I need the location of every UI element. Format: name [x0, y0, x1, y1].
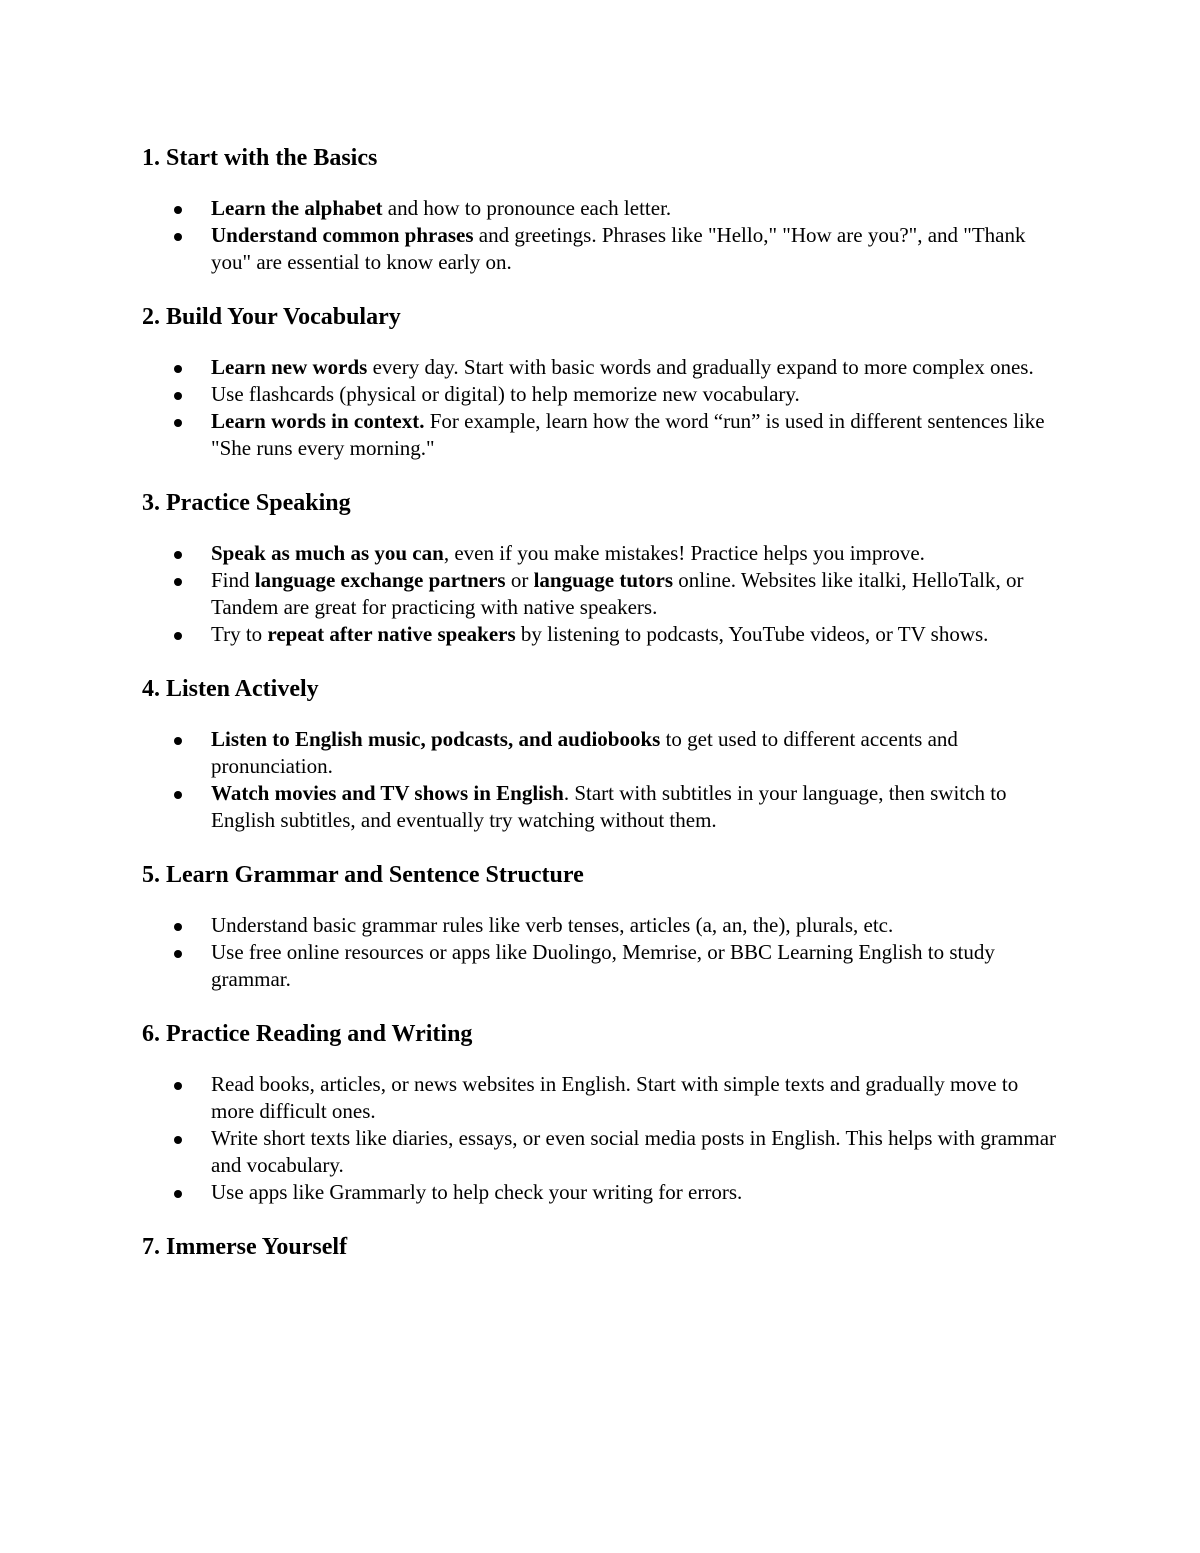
item-text: and greetings. Phrases like "Hello," "How are you?", and "Thank you" are essential to know early on.	[211, 223, 1026, 274]
section-3	[142, 486, 1062, 648]
section-6	[142, 1017, 1062, 1206]
item-text: For example, learn how the word “run” is used in different sentences like "She runs every morning."	[211, 409, 1045, 460]
bullet-icon	[174, 233, 182, 241]
bullet-icon	[174, 737, 182, 745]
section-5	[142, 858, 1062, 993]
list-item	[142, 1179, 1062, 1206]
item-text: Find	[211, 568, 255, 592]
section-heading: 6. Practice Reading and Writing	[142, 1021, 473, 1047]
list-item	[142, 408, 1062, 462]
bullet-icon	[174, 791, 182, 799]
list-item	[142, 381, 1062, 408]
item-text: Try to	[211, 622, 268, 646]
list-item	[142, 195, 1062, 222]
section-7	[142, 1230, 1062, 1264]
bullet-icon	[174, 950, 182, 958]
section-1	[142, 141, 1062, 276]
bullet-list	[142, 726, 1062, 834]
list-item	[142, 222, 1062, 276]
list-item	[142, 567, 1062, 621]
item-text: online. Websites like italki, HelloTalk, or Tandem are great for practicing with native speakers.	[211, 568, 1024, 619]
list-item	[142, 939, 1062, 993]
bullet-icon	[174, 392, 182, 400]
bullet-list	[142, 354, 1062, 462]
bullet-icon	[174, 1190, 182, 1198]
item-text: Write short texts like diaries, essays, or even social media posts in English. This helps with grammar and vocabulary.	[211, 1126, 1057, 1177]
list-item	[142, 726, 1062, 780]
list-item	[142, 621, 1062, 648]
list-item	[142, 780, 1062, 834]
list-item	[142, 912, 1062, 939]
list-item	[142, 1071, 1062, 1125]
section-4	[142, 672, 1062, 834]
item-text: . Start with subtitles in your language, then switch to English subtitles, and eventually try watching without them.	[211, 781, 1007, 832]
document-content	[142, 141, 1062, 1284]
item-text: Use apps like Grammarly to help check your writing for errors.	[211, 1180, 743, 1204]
bullet-list	[142, 540, 1062, 648]
bullet-icon	[174, 365, 182, 373]
list-item	[142, 1125, 1062, 1179]
bullet-icon	[174, 419, 182, 427]
item-text: and how to pronounce each letter.	[382, 196, 672, 220]
bullet-icon	[174, 551, 182, 559]
bold-text: repeat after native speakers	[267, 622, 516, 646]
list-item	[142, 354, 1062, 381]
bold-text: language exchange partners	[254, 568, 506, 592]
section-heading: 4. Listen Actively	[142, 676, 319, 702]
bullet-list	[142, 912, 1062, 993]
item-text: to get used to different accents and pronunciation.	[211, 727, 958, 778]
item-text: , even if you make mistakes! Practice helps you improve.	[443, 541, 925, 565]
item-text: Understand basic grammar rules like verb tenses, articles (a, an, the), plurals, etc.	[211, 913, 894, 937]
bold-text: language tutors	[533, 568, 674, 592]
section-heading: 7. Immerse Yourself	[142, 1234, 348, 1260]
item-text: by listening to podcasts, YouTube videos, or TV shows.	[515, 622, 989, 646]
bullet-icon	[174, 1136, 182, 1144]
bullet-icon	[174, 578, 182, 586]
bullet-icon	[174, 1082, 182, 1090]
bold-text: Learn words in context.	[211, 409, 425, 433]
bold-text: Understand common phrases	[211, 223, 474, 247]
bold-text: Learn the alphabet	[211, 196, 383, 220]
section-heading: 3. Practice Speaking	[142, 490, 351, 516]
item-text: Read books, articles, or news websites in English. Start with simple texts and gradually move to more difficult ones.	[211, 1072, 1019, 1123]
bullet-list	[142, 1071, 1062, 1206]
item-text: every day. Start with basic words and gradually expand to more complex ones.	[367, 355, 1034, 379]
bold-text: Watch movies and TV shows in English	[211, 781, 564, 805]
item-text: Use free online resources or apps like Duolingo, Memrise, or BBC Learning English to study grammar.	[211, 940, 995, 991]
list-item	[142, 540, 1062, 567]
bullet-icon	[174, 923, 182, 931]
bullet-icon	[174, 206, 182, 214]
bullet-list	[142, 195, 1062, 276]
bold-text: Learn new words	[211, 355, 368, 379]
item-text: Use flashcards (physical or digital) to help memorize new vocabulary.	[211, 382, 800, 406]
section-heading: 2. Build Your Vocabulary	[142, 304, 401, 330]
bullet-icon	[174, 632, 182, 640]
section-heading: 5. Learn Grammar and Sentence Structure	[142, 862, 584, 888]
section-2	[142, 300, 1062, 462]
bold-text: Listen to English music, podcasts, and audiobooks	[211, 727, 661, 751]
section-heading: 1. Start with the Basics	[142, 145, 378, 171]
bold-text: Speak as much as you can	[211, 541, 444, 565]
item-text: or	[505, 568, 534, 592]
